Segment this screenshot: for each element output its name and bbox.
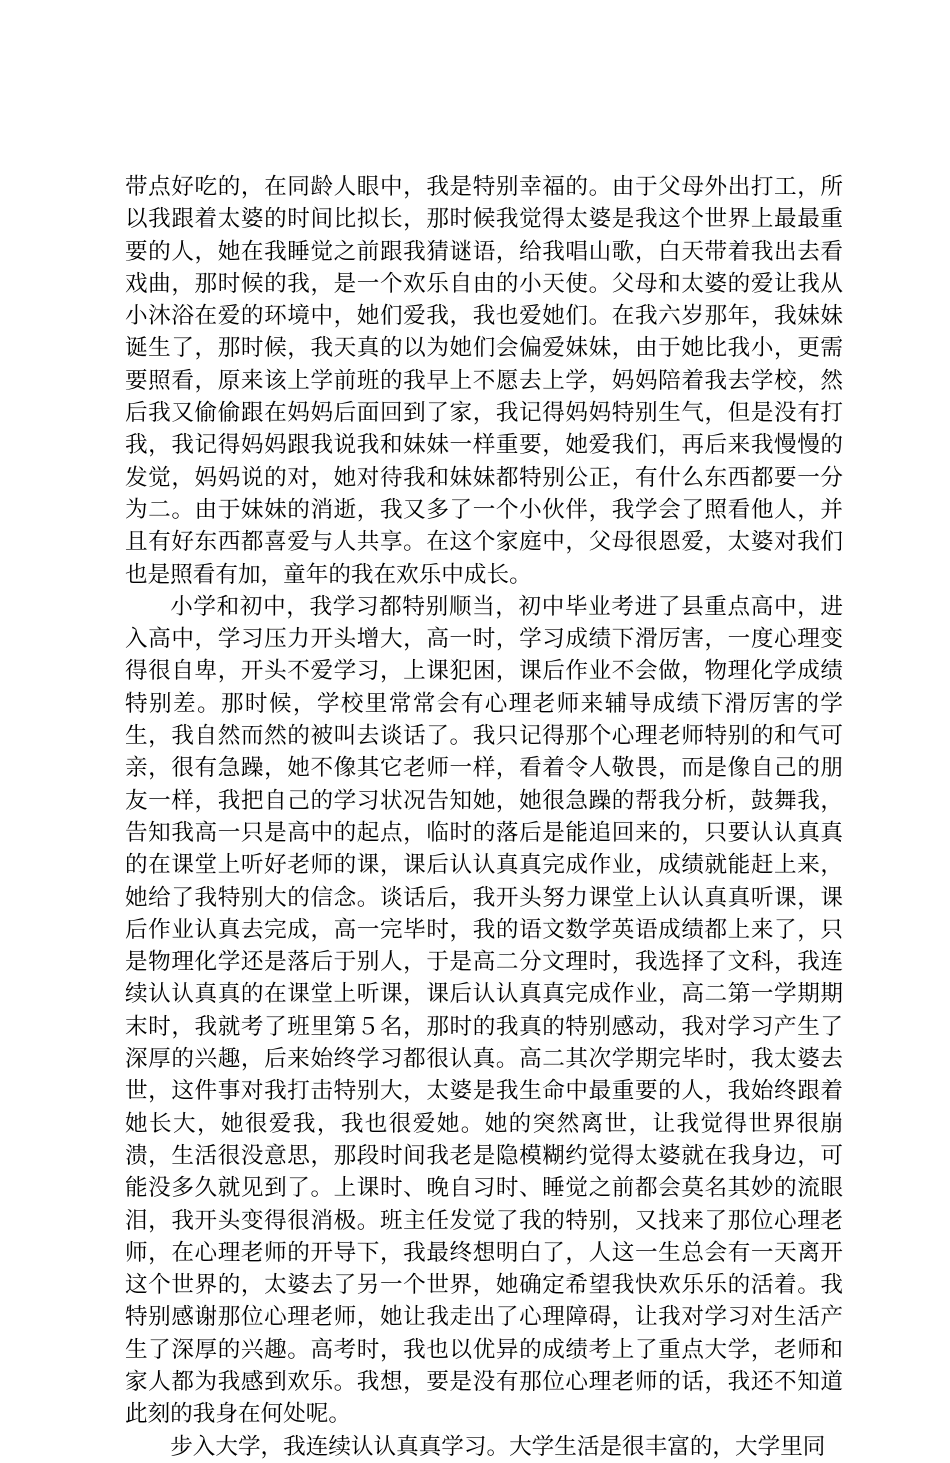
paragraph-1: 带点好吃的，在同龄人眼中，我是特别幸福的。由于父母外出打工，所以我跟着太婆的时间比拟长，那时候我觉得太婆是我这个世界上最最重要的人，她在我睡觉之前跟我猜谜语，给我唱山歌，白天带着我出去看戏曲，那时候的我，是一个欢乐自由的小天使。父母和太婆的爱让我从小沐浴在爱的环境中，她们爱我，我也爱她们。在我六岁那年，我妹妹诞生了，那时候，我天真的以为她们会偏爱妹妹，由于她比我小，更需要照看，原来该上学前班的我早上不愿去上学，妈妈陪着我去学校，然后我又偷偷跟在妈妈后面回到了家，我记得妈妈特别生气，但是没有打我，我记得妈妈跟我说我和妹妹一样重要，她爱我们，再后来我慢慢的发觉，妈妈说的对，她对待我和妹妹都特别公正，有什么东西都要一分为二。由于妹妹的消逝，我又多了一个小伙伴，我学会了照看他人，并且有好东西都喜爱与人共享。在这个家庭中，父母很恩爱，太婆对我们也是照看有加，童年的我在欢乐中成长。 — [125, 174, 843, 588]
body-text — [125, 171, 843, 1463]
paragraph-2: 小学和初中，我学习都特别顺当，初中毕业考进了县重点高中，进入高中，学习压力开头增大，高一时，学习成绩下滑厉害，一度心理变得很自卑，开头不爱学习，上课犯困，课后作业不会做，物理化学成绩特别差。那时候，学校里常常会有心理老师来辅导成绩下滑厉害的学生，我自然而然的被叫去谈话了。我只记得那个心理老师特别的和气可亲，很有急躁，她不像其它老师一样，看着令人敬畏，而是像自己的朋友一样，我把自己的学习状况告知她，她很急躁的帮我分析，鼓舞我，告知我高一只是高中的起点，临时的落后是能追回来的，只要认认真真的在课堂上听好老师的课，课后认认真真完成作业，成绩就能赶上来，她给了我特别大的信念。谈话后，我开头努力课堂上认认真真听课，课后作业认真去完成，高一完毕时，我的语文数学英语成绩都上来了，只是物理化学还是落后于别人，于是高二分文理时，我选择了文科，我连续认认真真的在课堂上听课，课后认认真真完成作业，高二第一学期期末时，我就考了班里第５名，那时的我真的特别感动，我对学习产生了深厚的兴趣，后来始终学习都很认真。高二其次学期完毕时，我太婆去世，这件事对我打击特别大，太婆是我生命中最重要的人，我始终跟着她长大，她很爱我，我也很爱她。她的突然离世，让我觉得世界很崩溃，生活很没意思，那段时间我老是隐模糊约觉得太婆就在我身边，可能没多久就见到了。上课时、晚自习时、睡觉之前都会莫名其妙的流眼泪，我开头变得很消极。班主任发觉了我的特别，又找来了那位心理老师，在心理老师的开导下，我最终想明白了，人这一生总会有一天离开这个世界的，太婆去了另一个世界，她确定希望我快欢乐乐的活着。我特别感谢那位心理老师，她让我走出了心理障碍，让我对学习对生活产生了深厚的兴趣。高考时，我也以优异的成绩考上了重点大学，老师和家人都为我感到欢乐。我想，要是没有那位心理老师的话，我还不知道此刻的我身在何处呢。 — [125, 593, 843, 1428]
paragraph-3: 步入大学，我连续认认真真学习。大学生活是很丰富的，大学里同 — [170, 1433, 826, 1460]
